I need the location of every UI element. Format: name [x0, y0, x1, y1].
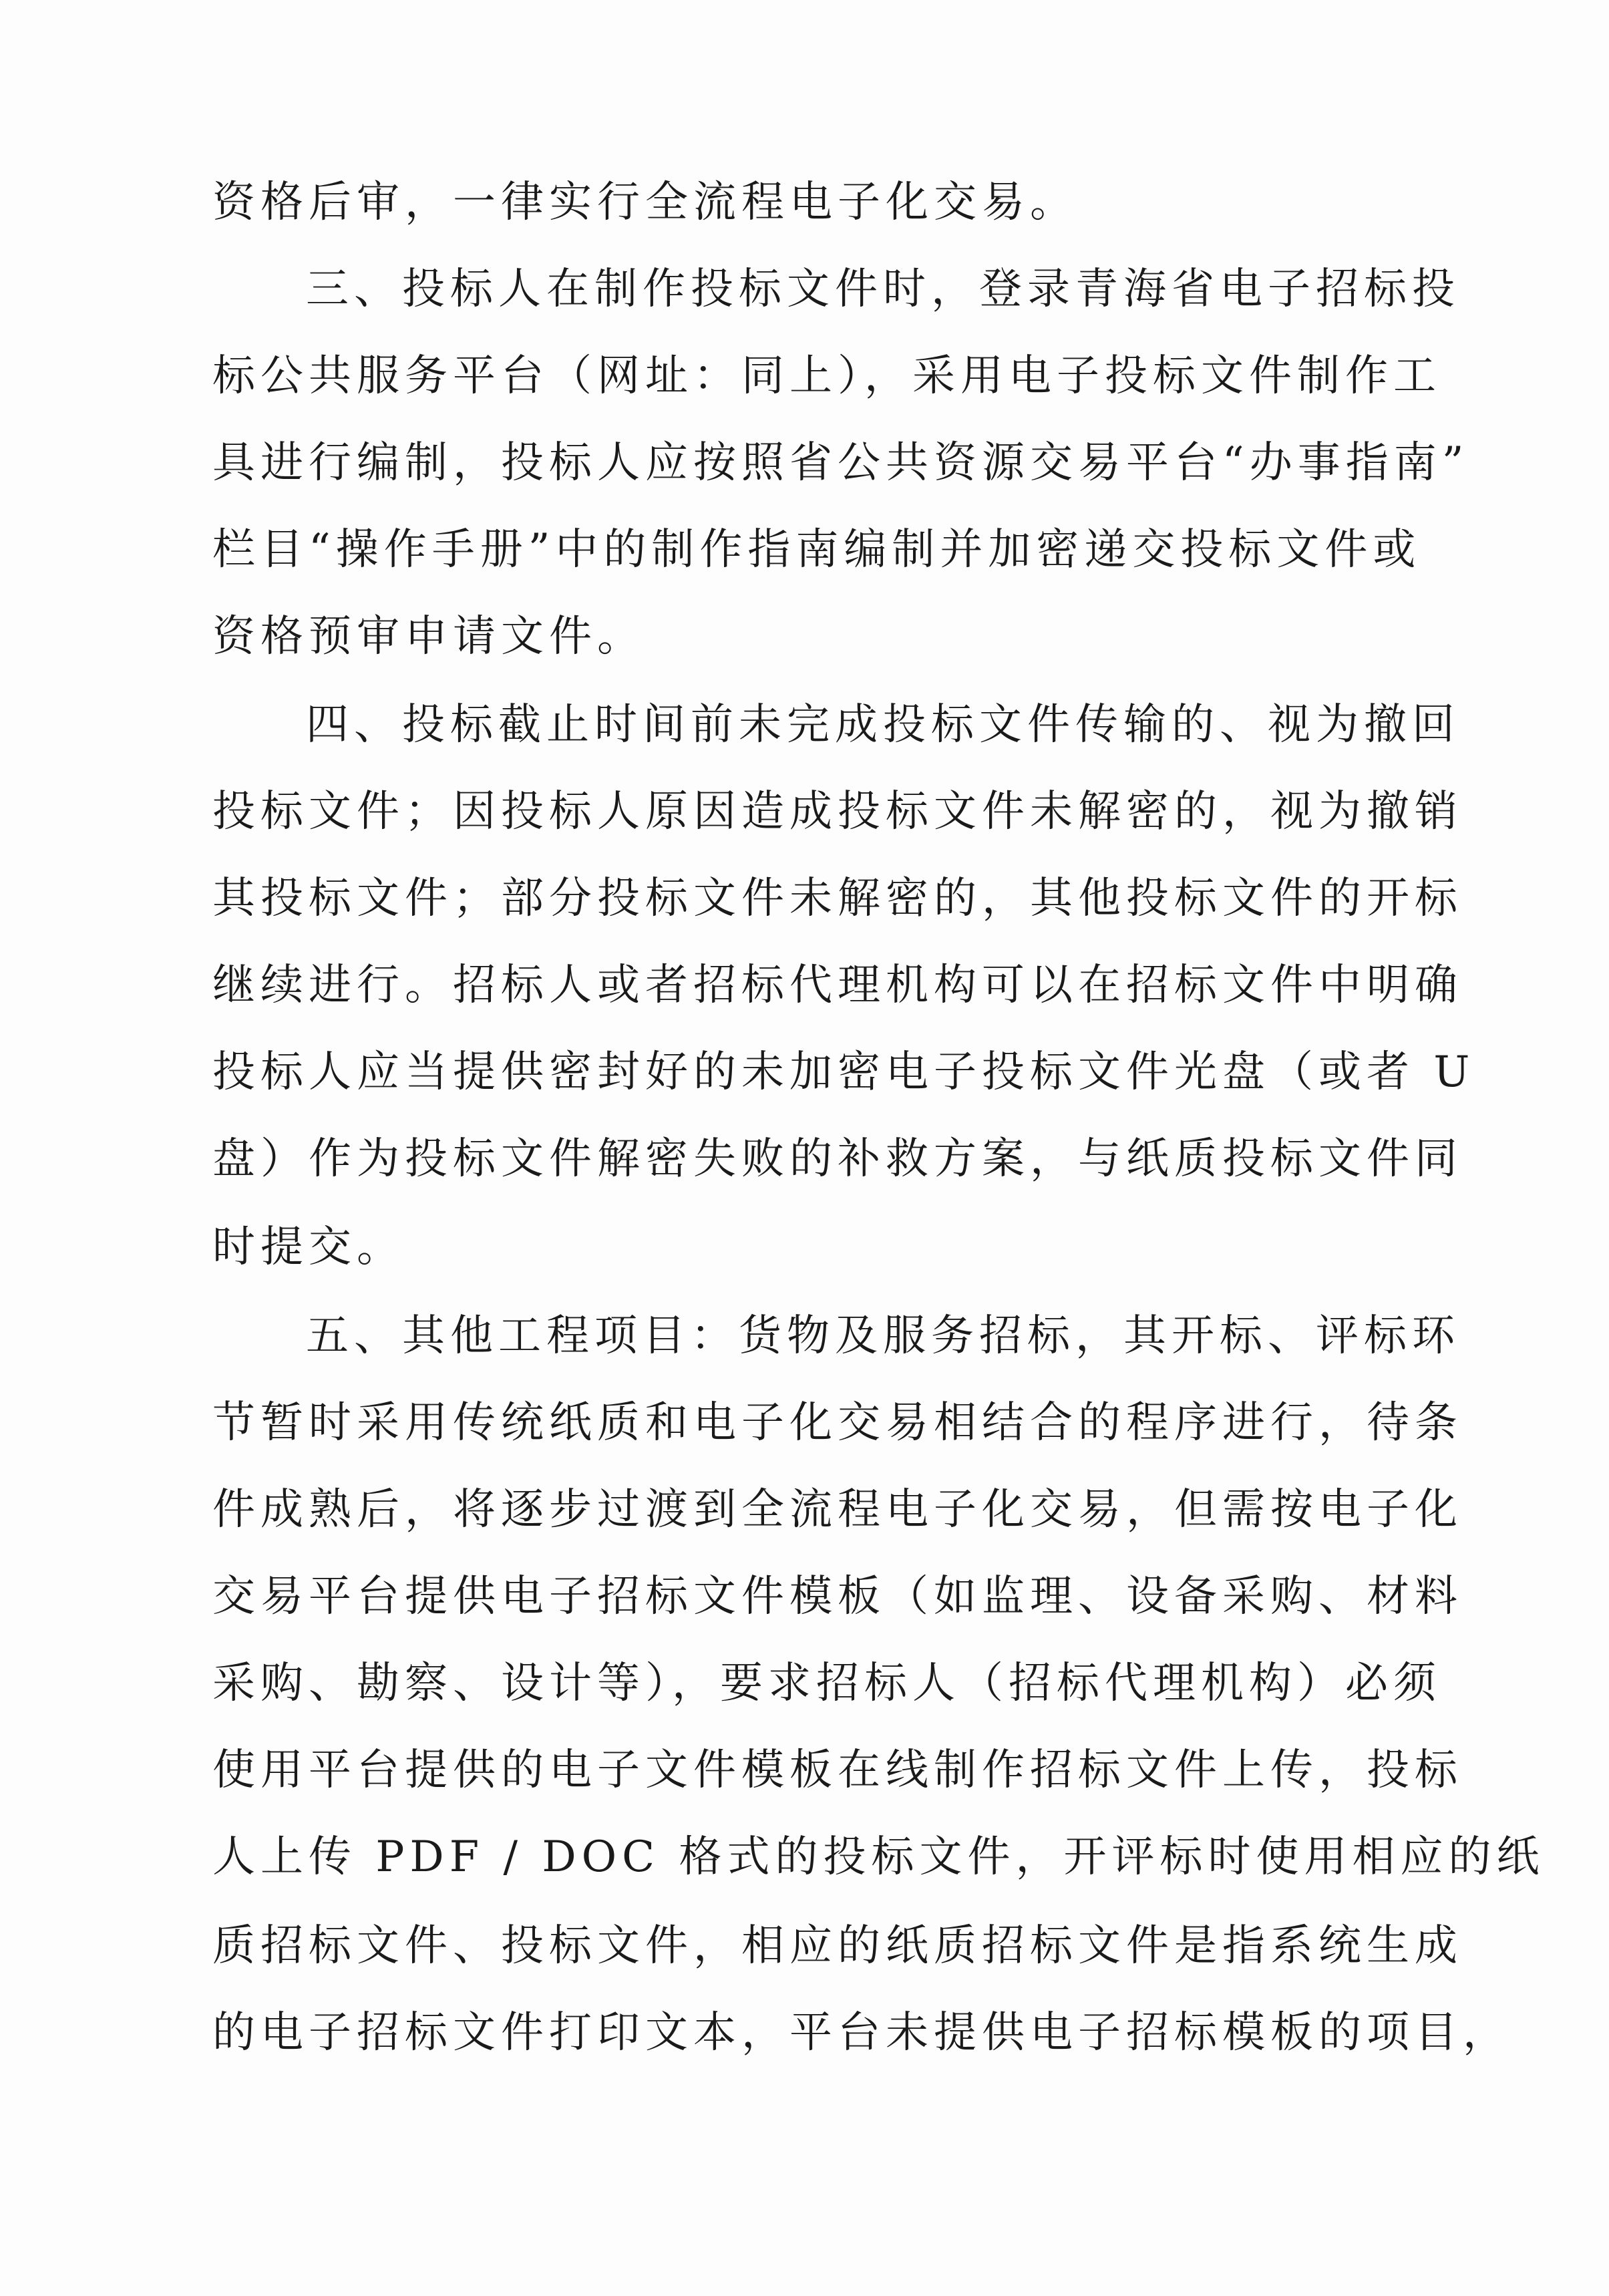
- text-line: 时提交。: [212, 1222, 405, 1272]
- text-line: 资格后审，一律实行全流程电子化交易。: [212, 178, 1078, 227]
- text-line: 人上传 PDF / DOC 格式的投标文件，开评标时使用相应的纸: [212, 1832, 1545, 1882]
- text-line: 质招标文件、投标文件，相应的纸质招标文件是指系统生成: [212, 1921, 1463, 1971]
- text-line: 继续进行。招标人或者招标代理机构可以在招标文件中明确: [212, 961, 1463, 1010]
- text-line: 标公共服务平台（网址：同上），采用电子投标文件制作工: [212, 351, 1441, 401]
- text-line: 使用平台提供的电子文件模板在线制作招标文件上传，投标: [212, 1746, 1463, 1795]
- text-line: 采购、勘察、设计等），要求招标人（招标代理机构）必须: [212, 1659, 1441, 1708]
- text-line: 栏目“操作手册”中的制作指南编制并加密递交投标文件或: [212, 525, 1421, 575]
- text-line: 三、投标人在制作投标文件时，登录青海省电子招标投: [306, 265, 1460, 314]
- text-line: 节暂时采用传统纸质和电子化交易相结合的程序进行，待条: [212, 1398, 1463, 1448]
- text-line: 件成熟后，将逐步过渡到全流程电子化交易，但需按电子化: [212, 1485, 1463, 1534]
- text-line: 投标人应当提供密封好的未加密电子投标文件光盘（或者 U: [212, 1047, 1475, 1097]
- text-line: 交易平台提供电子招标文件模板（如监理、设备采购、材料: [212, 1572, 1463, 1621]
- text-line: 具进行编制，投标人应按照省公共资源交易平台“办事指南”: [212, 438, 1469, 488]
- text-line: 盘）作为投标文件解密失败的补救方案，与纸质投标文件同: [212, 1134, 1463, 1184]
- text-line: 四、投标截止时间前未完成投标文件传输的、视为撤回: [306, 700, 1460, 750]
- text-line: 投标文件；因投标人原因造成投标文件未解密的，视为撤销: [212, 787, 1463, 836]
- text-line: 其投标文件；部分投标文件未解密的，其他投标文件的开标: [212, 874, 1463, 923]
- text-line: 资格预审申请文件。: [212, 612, 645, 661]
- text-line: 五、其他工程项目：货物及服务招标，其开标、评标环: [306, 1311, 1460, 1361]
- text-line: 的电子招标文件打印文本，平台未提供电子招标模板的项目，: [212, 2008, 1511, 2058]
